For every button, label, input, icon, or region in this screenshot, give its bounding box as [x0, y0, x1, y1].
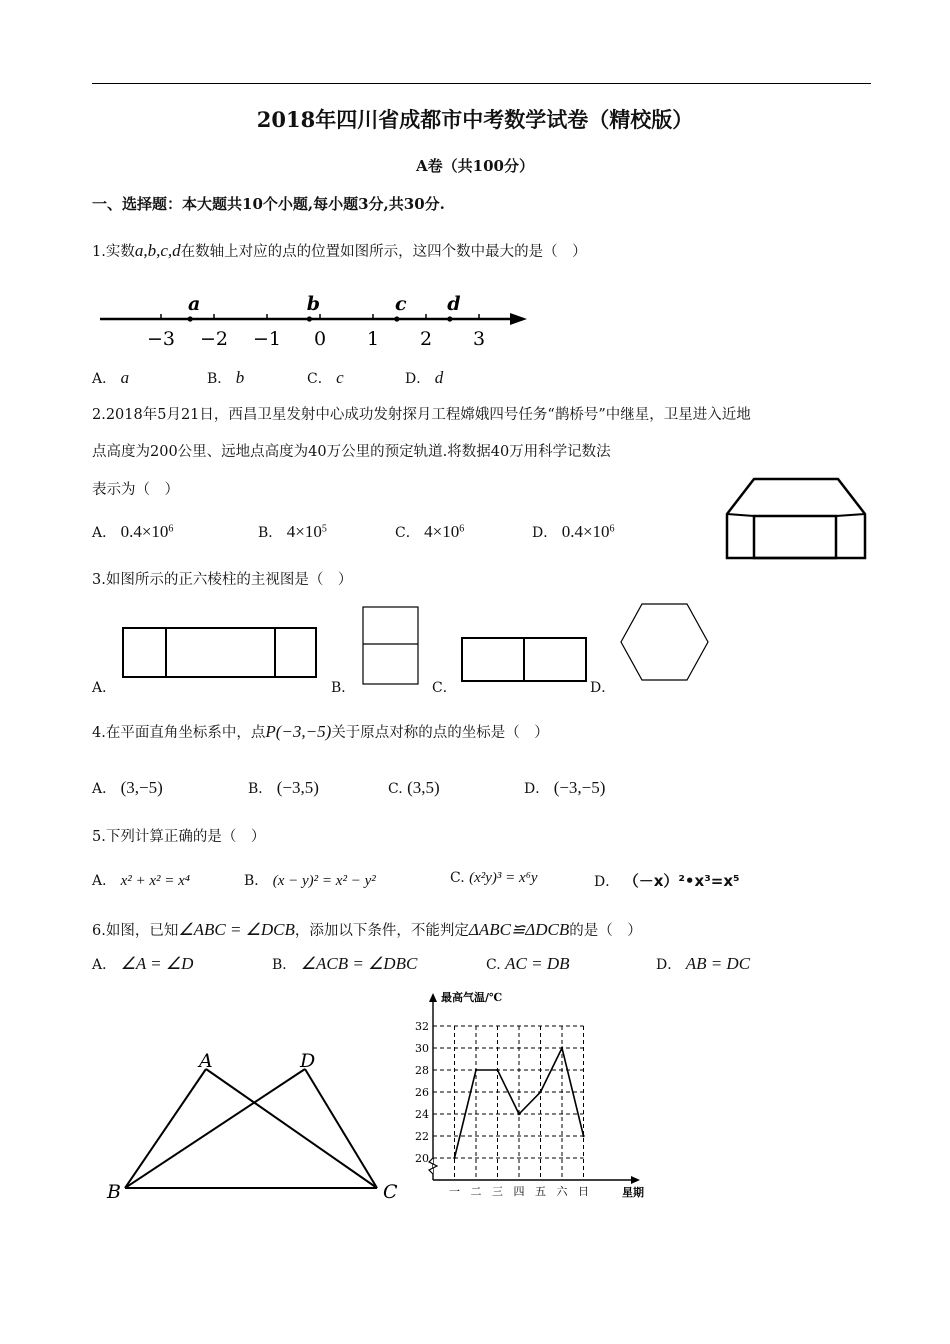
x-tick-label: 四 — [513, 1185, 525, 1198]
option-key: D． — [532, 525, 558, 541]
q5-option-b — [244, 870, 376, 890]
y-tick-label: 22 — [415, 1130, 429, 1143]
option-value: AC = DB — [505, 954, 570, 973]
option-key: C． — [395, 525, 420, 541]
option-key: D． — [656, 957, 682, 973]
q4-option-c — [388, 778, 440, 798]
option-value: (3,−5) — [120, 778, 163, 797]
y-axis-label: 最高气温/℃ — [441, 991, 503, 1004]
option-value: (3,5) — [407, 778, 440, 797]
x-tick-label: 二 — [470, 1185, 482, 1198]
q4-stem-pre: 4.在平面直角坐标系中，点 — [92, 725, 266, 741]
q2-line-2: 点高度为200公里、远地点高度为40万公里的预定轨道.将数据40万用科学记数法 — [92, 444, 611, 460]
q5-option-c — [450, 870, 538, 887]
q4-stem — [92, 721, 549, 742]
x-axis-label: 星期 — [622, 1186, 644, 1199]
option-key: B． — [207, 371, 232, 387]
q6-given: ∠ABC = ∠DCB — [178, 920, 295, 939]
option-key: A． — [92, 873, 117, 889]
number-line-point-label: d — [447, 293, 461, 315]
top-rule — [92, 83, 871, 84]
option-value: d — [434, 368, 444, 387]
q2-option-d — [532, 522, 615, 542]
q6-stem-post: 的是（ ） — [569, 923, 642, 939]
q2-option-a — [92, 522, 173, 542]
q4-point: P(−3,−5) — [265, 722, 332, 741]
q3-option-d-figure — [620, 602, 710, 682]
series-point — [561, 1047, 563, 1049]
q6-triangle-figure — [105, 1045, 405, 1205]
option-key: B． — [244, 873, 269, 889]
q1-stem-pre: 1.实数 — [92, 244, 135, 260]
q1-stem-vars: a,b,c,d — [134, 241, 181, 260]
option-value: （－x）²•x³=x⁵ — [623, 872, 740, 890]
x-axis-arrow-icon — [631, 1176, 640, 1184]
temperature-line-chart — [400, 985, 660, 1205]
option-key: A． — [92, 781, 117, 797]
q3-option-d-key: D． — [590, 680, 616, 696]
y-tick-label: 24 — [415, 1108, 429, 1121]
q4-stem-post: 关于原点对称的点的坐标是（ ） — [331, 725, 549, 741]
option-value: AB = DC — [685, 954, 751, 973]
option-key: A． — [92, 371, 117, 387]
number-line-tick-label: −3 — [146, 328, 176, 350]
option-value: x² + x² = x⁴ — [120, 873, 191, 889]
option-base: 4×10 — [286, 522, 322, 541]
number-line-arrow-icon — [510, 313, 527, 325]
q1-option-c — [307, 368, 344, 388]
y-tick-label: 28 — [415, 1064, 429, 1077]
number-line-tick-label: 2 — [419, 328, 433, 350]
option-exponent: 6 — [609, 523, 615, 535]
q2-option-c — [395, 522, 464, 542]
series-point — [453, 1157, 455, 1159]
q3-option-c-figure — [461, 637, 588, 683]
number-line-tick-label: 1 — [366, 328, 380, 350]
q4-option-b — [248, 778, 319, 798]
number-line-point-label: a — [187, 293, 201, 315]
q1-number-line — [0, 285, 950, 355]
q5-option-a — [92, 870, 190, 890]
x-tick-label: 日 — [578, 1185, 589, 1198]
q3-option-b-key: B． — [331, 680, 356, 696]
q6-option-d — [656, 954, 750, 974]
option-key: D． — [594, 874, 620, 890]
number-line-point — [394, 316, 399, 321]
q2-line-1: 2.2018年5月21日，西昌卫星发射中心成功发射探月工程嫦娥四号任务“鹊桥号”中继星，卫星进入近地 — [92, 407, 751, 423]
number-line-point-label: b — [306, 293, 321, 315]
q6-congruence: ΔABC≌ΔDCB — [468, 920, 570, 939]
q6-option-c — [486, 954, 569, 974]
q6-stem-mid: ，添加以下条件，不能判定 — [294, 923, 469, 939]
option-base: 0.4×10 — [120, 522, 169, 541]
option-base: 4×10 — [424, 522, 460, 541]
q3-option-b-figure — [362, 606, 420, 686]
option-key: D． — [405, 371, 431, 387]
option-value: ∠ACB = ∠DBC — [300, 954, 418, 973]
q3-stem: 3.如图所示的正六棱柱的主视图是（ ） — [92, 572, 353, 588]
option-key: C. — [450, 870, 465, 886]
option-value: ∠A = ∠D — [120, 954, 194, 973]
option-value: (−3,5) — [276, 778, 319, 797]
x-tick-label: 六 — [556, 1185, 568, 1198]
q1-option-d — [405, 368, 443, 388]
option-value: c — [336, 368, 344, 387]
section-heading: 一、选择题：本大题共10个小题,每小题3分,共30分. — [92, 195, 445, 213]
vertex-label-b: B — [107, 1181, 121, 1203]
y-tick-label: 30 — [415, 1042, 429, 1055]
option-key: C. — [486, 957, 501, 973]
q5-stem: 5.下列计算正确的是（ ） — [92, 829, 266, 845]
q6-option-a — [92, 954, 193, 974]
series-point — [518, 1113, 520, 1115]
option-exponent: 6 — [459, 523, 465, 535]
option-key: B． — [248, 781, 273, 797]
q4-option-a — [92, 778, 163, 798]
number-line-point-label: c — [395, 293, 407, 315]
q1-stem — [92, 240, 587, 261]
series-point — [582, 1135, 584, 1137]
option-key: A． — [92, 957, 117, 973]
series-point — [496, 1069, 498, 1071]
paper-subtitle: A卷（共100分） — [416, 157, 534, 175]
q3-option-c-key: C． — [432, 680, 457, 696]
number-line-point — [188, 316, 193, 321]
option-key: A． — [92, 525, 117, 541]
q5-option-d — [594, 870, 740, 891]
series-point — [475, 1069, 477, 1071]
option-key: B． — [272, 957, 297, 973]
y-tick-label: 26 — [415, 1086, 429, 1099]
q4-option-d — [524, 778, 605, 798]
axis-break-icon — [429, 1158, 437, 1174]
vertex-label-c: C — [383, 1181, 398, 1203]
option-key: C． — [307, 371, 332, 387]
q2-line-3: 表示为（ ） — [92, 482, 179, 498]
vertex-label-d: D — [300, 1050, 316, 1072]
y-axis-arrow-icon — [429, 993, 437, 1002]
hexagonal-prism-figure — [724, 476, 868, 562]
exam-title: 2018年四川省成都市中考数学试卷（精校版） — [256, 107, 694, 132]
q1-option-b — [207, 368, 244, 388]
option-value: (x − y)² = x² − y² — [272, 873, 376, 889]
y-tick-label: 32 — [415, 1020, 429, 1033]
option-value: b — [235, 368, 245, 387]
option-key: D． — [524, 781, 550, 797]
option-key: B． — [258, 525, 283, 541]
q1-stem-post: 在数轴上对应的点的位置如图所示，这四个数中最大的是（ ） — [180, 244, 587, 260]
q3-option-a-key: A． — [92, 680, 117, 696]
number-line-point — [307, 316, 312, 321]
number-line-tick-label: −2 — [199, 328, 229, 350]
option-base: 0.4×10 — [561, 522, 610, 541]
series-point — [539, 1091, 541, 1093]
q3-option-a-figure — [122, 627, 318, 679]
option-exponent: 5 — [321, 523, 327, 535]
number-line-point — [447, 316, 452, 321]
q6-stem — [92, 919, 642, 940]
q6-stem-pre: 6.如图，已知 — [92, 923, 179, 939]
q2-option-b — [258, 522, 327, 542]
vertex-label-a: A — [199, 1050, 213, 1072]
x-tick-label: 五 — [535, 1185, 546, 1198]
option-exponent: 6 — [168, 523, 174, 535]
option-value: a — [120, 368, 130, 387]
q1-option-a — [92, 368, 129, 388]
x-tick-label: 三 — [492, 1185, 503, 1198]
q6-option-b — [272, 954, 417, 974]
number-line-tick-label: 3 — [472, 328, 486, 350]
number-line-tick-label: −1 — [252, 328, 282, 350]
number-line-tick-label: 0 — [313, 328, 327, 350]
option-value: (x²y)³ = x⁶y — [469, 870, 538, 886]
option-key: C. — [388, 781, 403, 797]
x-tick-label: 一 — [449, 1185, 460, 1198]
option-value: (−3,−5) — [553, 778, 606, 797]
y-tick-label: 20 — [415, 1152, 429, 1165]
